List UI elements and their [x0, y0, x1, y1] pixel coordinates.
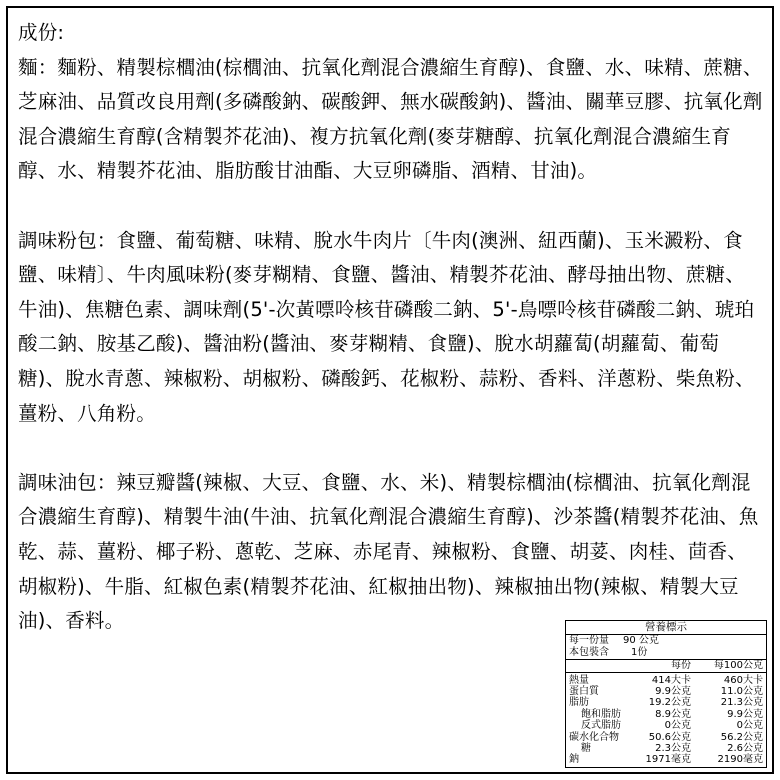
per-100g-value: 9.9公克 — [727, 708, 763, 720]
ingredients-section — [18, 16, 763, 639]
per-serving-header: 每份 — [671, 660, 691, 672]
table-row — [566, 754, 766, 765]
table-row — [566, 732, 766, 743]
nutrient-label: 蛋白質 — [569, 686, 599, 698]
servings-value: 1份 — [631, 646, 648, 658]
per-serving-value: 2.3公克 — [655, 743, 691, 755]
nutrient-label: 碳水化合物 — [569, 731, 619, 743]
per-100g-value: 2.6公克 — [727, 743, 763, 755]
ingredients-heading: 成份: — [18, 21, 65, 44]
per-100g-value: 56.2公克 — [720, 731, 763, 743]
nutrient-label: 熱量 — [569, 674, 589, 686]
per-serving-value: 0公克 — [664, 720, 691, 732]
serving-size-label: 每一份量 — [569, 635, 609, 647]
per-100g-value: 460大卡 — [723, 674, 763, 686]
servings-label: 本包裝含 — [569, 646, 609, 658]
nutrient-label: 糖 — [581, 743, 591, 755]
nutrient-label: 鈉 — [569, 754, 579, 766]
table-row — [566, 720, 766, 731]
nutrition-header-row — [566, 660, 766, 672]
table-row — [566, 743, 766, 754]
nutrition-title: 營養標示 — [566, 621, 766, 635]
table-row — [566, 709, 766, 720]
serving-size-value: 90 公克 — [623, 635, 659, 647]
per-100g-value: 11.0公克 — [720, 686, 763, 698]
nutrient-label: 反式脂肪 — [581, 720, 621, 732]
nutrient-label: 飽和脂肪 — [581, 708, 621, 720]
nutrition-facts-table — [565, 620, 767, 768]
per-serving-value: 414大卡 — [651, 674, 691, 686]
table-row — [566, 675, 766, 686]
servings-row — [566, 647, 766, 658]
noodle-ingredients: 麵：麵粉、精製棕櫚油(棕櫚油、抗氧化劑混合濃縮生育醇)、食鹽、水、味精、蔗糖、芝麻油、品質改良用劑(多磷酸鈉、碳酸鉀、無水碳酸鈉)、醬油、關華豆膠、抗氧化劑混合濃縮生育醇(含精製芥花油)、複方抗氧化劑(麥芽糖醇、抗氧化劑混合濃縮生育醇、水、精製芥花油、脂肪酸甘油酯、大豆卵磷脂、酒精、甘油)。 — [18, 55, 763, 183]
table-row — [566, 697, 766, 708]
per-100g-header: 每100公克 — [713, 660, 763, 672]
per-serving-value: 9.9公克 — [655, 686, 691, 698]
per-serving-value: 8.9公克 — [655, 708, 691, 720]
per-100g-value: 21.3公克 — [720, 697, 763, 709]
table-row — [566, 686, 766, 697]
per-serving-value: 19.2公克 — [648, 697, 691, 709]
seasoning-powder-ingredients: 調味粉包：食鹽、葡萄糖、味精、脫水牛肉片〔牛肉(澳洲、紐西蘭)、玉米澱粉、食鹽、味精〕、牛肉風味粉(麥芽糊精、食鹽、醬油、精製芥花油、酵母抽出物、蔗糖、牛油)、焦糖色素、調味劑(5'-次黃嘌呤核苷磷酸二鈉、5'-鳥嘌呤核苷磷酸二鈉、琥珀酸二鈉、胺基乙酸)、醬油粉(醬油、麥芽糊精、食鹽)、脫水胡蘿蔔(胡蘿蔔、葡萄糖)、脫水青蔥、辣椒粉、胡椒粉、磷酸鈣、花椒粉、蒜粉、香料、洋蔥粉、柴魚粉、薑粉、八角粉。 — [18, 228, 755, 425]
serving-size-row — [566, 635, 766, 646]
seasoning-oil-ingredients: 調味油包：辣豆瓣醬(辣椒、大豆、食鹽、水、米)、精製棕櫚油(棕櫚油、抗氧化劑混合濃縮生育醇)、精製牛油(牛油、抗氧化劑混合濃縮生育醇)、沙茶醬(精製芥花油、魚乾、蒜、薑粉、椰子粉、蔥乾、芝麻、赤尾青、辣椒粉、食鹽、胡荽、肉桂、茴香、胡椒粉)、牛脂、紅椒色素(精製芥花油、紅椒抽出物)、辣椒抽出物(辣椒、精製大豆油)、香料。 — [18, 470, 759, 633]
per-serving-value: 1971毫克 — [645, 754, 691, 766]
per-100g-value: 2190毫克 — [717, 754, 763, 766]
nutrient-label: 脂肪 — [569, 697, 589, 709]
per-100g-value: 0公克 — [736, 720, 763, 732]
per-serving-value: 50.6公克 — [648, 731, 691, 743]
